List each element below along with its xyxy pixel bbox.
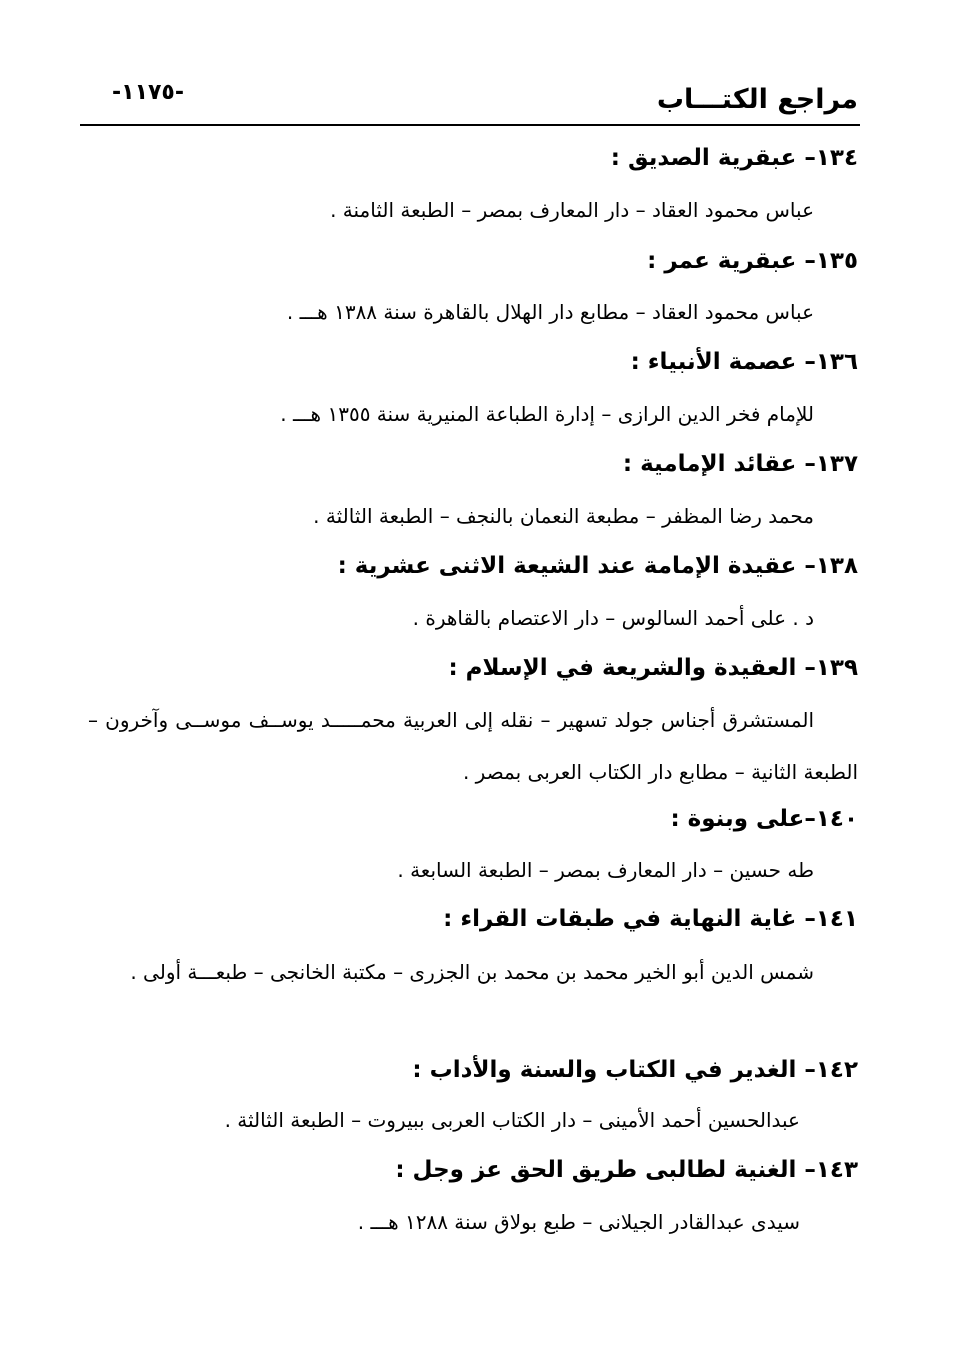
- entry-134-text: عباس محمود العقاد – دار المعارف بمصر – الطبعة الثامنة .: [330, 198, 814, 222]
- page-title: مراجع الكتـــاب: [656, 84, 858, 115]
- entry-135-title: ١٣٥– عبقرية عمر :: [647, 248, 858, 274]
- entry-138-title: ١٣٨– عقيدة الإمامة عند الشيعة الاثنى عشرية :: [337, 553, 858, 579]
- entry-138-text: د . على أحمد السالوس – دار الاعتصام بالقاهرة .: [412, 606, 814, 630]
- entry-142-title: ١٤٢– الغدير في الكتاب والسنة والأداب :: [412, 1057, 858, 1083]
- entry-139-title: ١٣٩– العقيدة والشريعة في الإسلام :: [448, 655, 858, 681]
- entry-137-text: محمد رضا المظفر – مطبعة النعمان بالنجف – الطبعة الثالثة .: [313, 504, 814, 528]
- entry-143-title: ١٤٣– الغنية لطالبى طريق الحق عز وجل :: [395, 1157, 858, 1183]
- header-divider: [80, 124, 860, 126]
- entry-135-text: عباس محمود العقاد – مطابع دار الهلال بالقاهرة سنة ١٣٨٨ هـــ .: [286, 300, 814, 324]
- page-number: -١١٧٥-: [112, 80, 184, 105]
- entry-139-text: المستشرق أجناس جولد تسهير – نقله إلى العربية محمـــــد يوســف موســى وآخرون – الطبعة الثانية – مطابع دار الكتاب العربى بمصر .: [88, 708, 858, 784]
- entry-141-text: شمس الدين أبو الخير محمد بن محمد بن الجزرى – مكتبة الخانجى – طبعـــة أولى .: [130, 960, 814, 984]
- entry-143-text: سيدى عبدالقادر الجيلانى – طبع بولاق سنة ١٢٨٨ هـــ .: [357, 1210, 800, 1234]
- entry-142-text: عبدالحسين أحمد الأمينى – دار الكتاب العربى ببيروت – الطبعة الثالثة .: [224, 1108, 800, 1132]
- entry-137-title: ١٣٧– عقائد الإمامية :: [622, 451, 858, 477]
- entry-141-title: ١٤١– غاية النهاية في طبقات القراء :: [443, 906, 858, 932]
- entry-136-text: للإمام فخر الدين الرازى – إدارة الطباعة المنيرية سنة ١٣٥٥ هـــ .: [280, 402, 814, 426]
- entry-140-title: ١٤٠–على وبنوة :: [670, 806, 858, 832]
- entry-134-title: ١٣٤– عبقرية الصديق :: [610, 145, 858, 171]
- entry-140-text: طه حسين – دار المعارف بمصر – الطبعة السابعة .: [397, 858, 814, 882]
- entry-136-title: ١٣٦– عصمة الأنبياء :: [630, 349, 858, 375]
